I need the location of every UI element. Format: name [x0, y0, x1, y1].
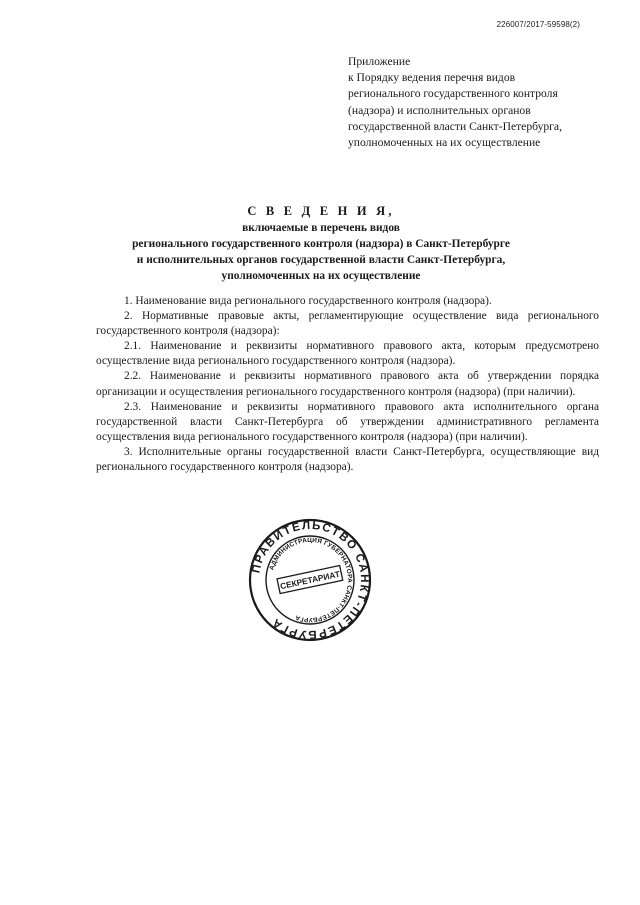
appendix-line: (надзора) и исполнительных органов — [348, 103, 531, 117]
appendix-line: государственной власти Санкт-Петербурга, — [348, 119, 562, 133]
paragraph-1: 1. Наименование вида регионального государственного контроля (надзора). — [124, 295, 492, 307]
document-body — [96, 294, 599, 475]
seal-graphic — [248, 518, 372, 642]
official-seal-stamp — [248, 518, 372, 642]
document-number: 226007/2017-59598(2) — [496, 20, 580, 29]
paragraph-2-1: 2.1. Наименование и реквизиты нормативного правового акта, которым предусмотрено осуществление вида регионального государственного контроля (надзора). — [96, 340, 599, 368]
appendix-line: к Порядку ведения перечня видов — [348, 71, 516, 85]
seal-center-box — [277, 566, 343, 594]
title-line: уполномоченных на их осуществление — [221, 270, 421, 282]
appendix-line: Приложение — [348, 55, 411, 68]
appendix-note — [348, 54, 610, 151]
seal-center-text: СЕКРЕТАРИАТ — [279, 568, 341, 592]
title-line: включаемые в перечень видов — [242, 222, 400, 234]
seal-inner-text: АДМИНИСТРАЦИЯ ГУБЕРНАТОРА САНКТ-ПЕТЕРБУРГА — [268, 536, 354, 624]
paragraph-2: 2. Нормативные правовые акты, регламентирующие осуществление вида регионального государственного контроля (надзора): — [96, 310, 599, 338]
paragraph-2-3: 2.3. Наименование и реквизиты нормативного правового акта исполнительного органа государственной власти Санкт-Петербурга об утверждении административного регламента осуществления вида регионального государственного контроля (надзора) (при наличии). — [96, 400, 599, 443]
title-line: регионального государственного контроля (надзора) в Санкт-Петербурге — [132, 238, 510, 250]
appendix-line: уполномоченных на их осуществление — [348, 136, 541, 150]
appendix-line: регионального государственного контроля — [348, 87, 558, 101]
title-heading: С В Е Д Е Н И Я, — [247, 204, 395, 218]
title-line: и исполнительных органов государственной власти Санкт-Петербурга, — [136, 254, 506, 266]
paragraph-2-2: 2.2. Наименование и реквизиты нормативного правового акта об утверждении порядка организации и осуществления регионального государственного контроля (надзора) (при наличии). — [96, 370, 599, 398]
seal-outer-text: ПРАВИТЕЛЬСТВО САНКТ-ПЕТЕРБУРГА — [250, 519, 371, 641]
paragraph-3: 3. Исполнительные органы государственной власти Санкт-Петербурга, осуществляющие вид регионального государственного контроля (надзора). — [96, 445, 599, 474]
document-title — [60, 203, 582, 284]
